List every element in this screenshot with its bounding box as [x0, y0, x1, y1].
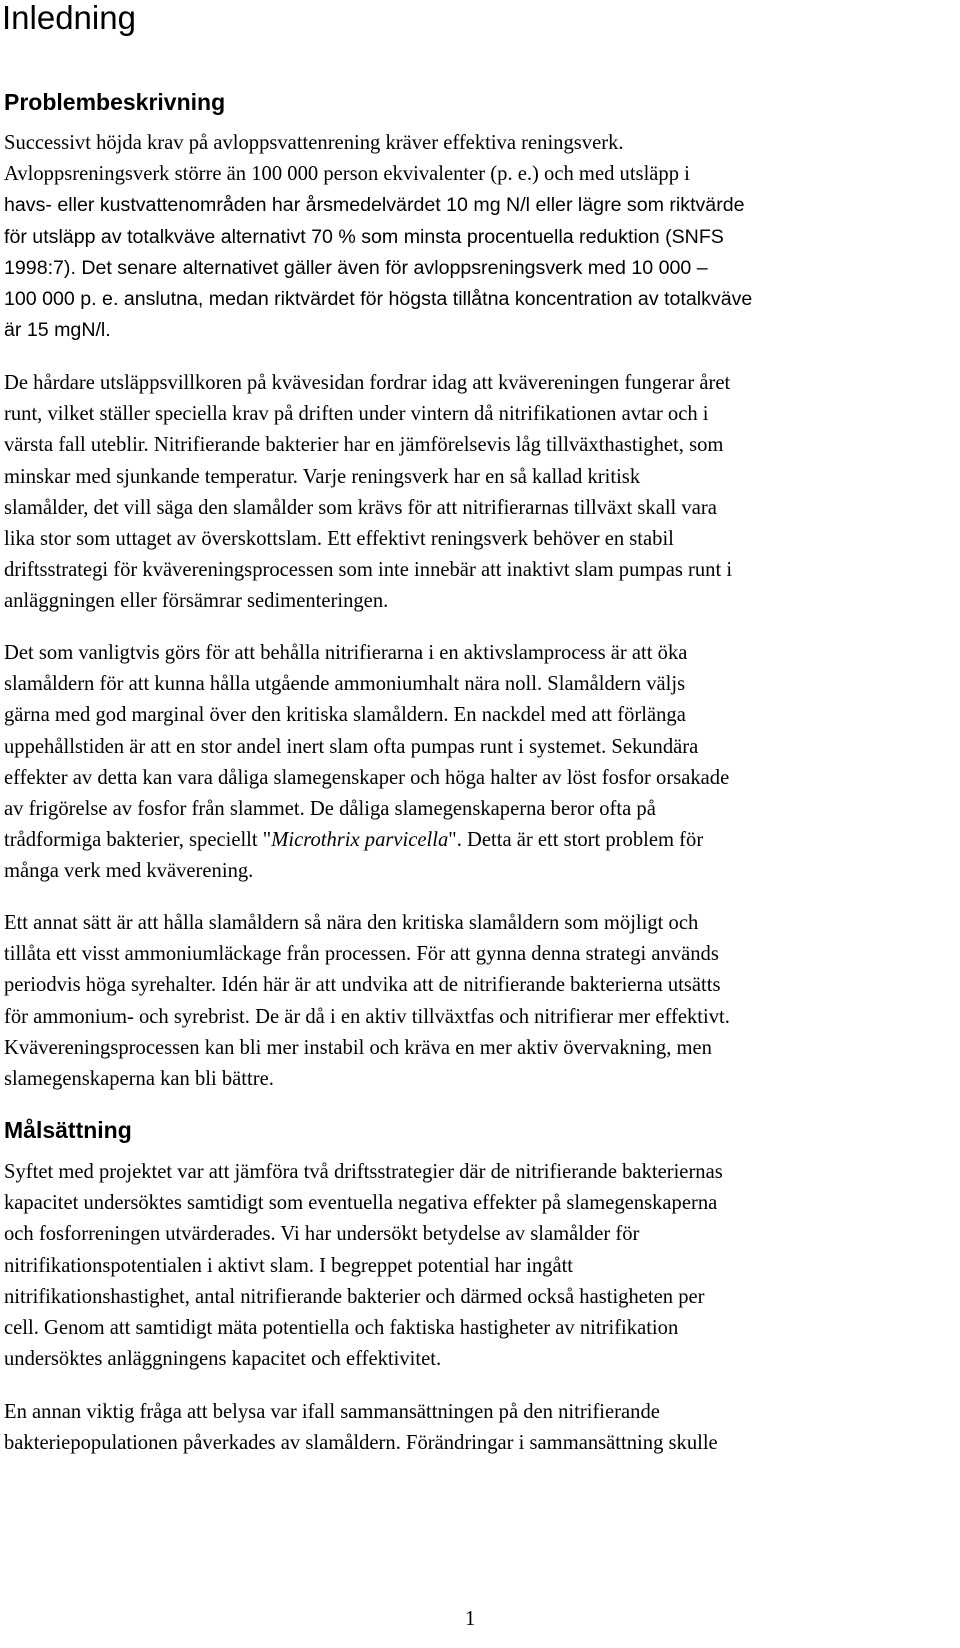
text-line: minskar med sjunkande temperatur. Varje reningsverk har en så kallad kritisk: [4, 465, 641, 488]
paragraph-1: [4, 128, 954, 346]
section-heading-malsattning: Målsättning: [4, 1117, 132, 1143]
paragraph-6: [4, 1397, 954, 1459]
text-line: kapacitet undersöktes samtidigt som eventuella negativa effekter på slamegenskaperna: [4, 1192, 718, 1215]
section-heading-problembeskrivning: Problembeskrivning: [4, 89, 226, 115]
text-line: värsta fall uteblir. Nitrifierande bakterier har en jämförelsevis låg tillväxthastighet, som: [4, 434, 724, 457]
text-line: [4, 825, 954, 856]
text-line: nitrifikationshastighet, antal nitrifierande bakterier och därmed också hastigheten per: [4, 1285, 705, 1308]
text-line: De hårdare utsläppsvillkoren på kvävesidan fordrar idag att kvävereningen fungerar året: [4, 372, 731, 394]
page-number: 1: [465, 1608, 476, 1630]
text-line: uppehållstiden är att en stor andel inert slam ofta pumpas runt i systemet. Sekundära: [4, 735, 699, 758]
text-line: En annan viktig fråga att belysa var ifall sammansättningen på den nitrifierande: [4, 1401, 660, 1423]
text-line: slamegenskaperna kan bli bättre.: [4, 1068, 274, 1091]
text-line: anläggningen eller försämrar sedimenteringen.: [4, 590, 389, 613]
text-line: bakteriepopulationen påverkades av slamåldern. Förändringar i sammansättning skulle: [4, 1432, 718, 1455]
text-fragment: ". Detta är ett stort problem för: [448, 829, 704, 852]
text-line: Ett annat sätt är att hålla slamåldern så nära den kritiska slamåldern som möjligt och: [4, 912, 699, 934]
text-line: runt, vilket ställer speciella krav på driften under vintern då nitrifikationen avtar och i: [4, 403, 709, 426]
paragraph-3: [4, 638, 954, 888]
paragraph-5: [4, 1157, 954, 1375]
text-line: är 15 mgN/l.: [4, 319, 111, 342]
text-line: 1998:7). Det senare alternativet gäller även för avloppsreningsverk med 10 000 –: [4, 256, 708, 279]
text-line: tillåta ett visst ammoniumläckage från processen. För att gynna denna strategi används: [4, 943, 719, 966]
text-line: nitrifikationspotentialen i aktivt slam. I begreppet potential har ingått: [4, 1254, 574, 1277]
text-line: gärna med god marginal över den kritiska slamåldern. En nackdel med att förlänga: [4, 704, 686, 727]
text-line: av frigörelse av fosfor från slammet. De dåliga slamegenskaperna beror ofta på: [4, 798, 656, 821]
text-line: periodvis höga syrehalter. Idén här är att undvika att de nitrifierande bakterierna utsätts: [4, 974, 721, 997]
text-line: många verk med kväverening.: [4, 860, 254, 883]
text-line: och fosforreningen utvärderades. Vi har undersökt betydelse av slamålder för: [4, 1223, 640, 1246]
text-line: undersöktes anläggningens kapacitet och effektivitet.: [4, 1348, 442, 1371]
paragraph-2: [4, 368, 954, 618]
text-line: cell. Genom att samtidigt mäta potentiella och faktiska hastigheter av nitrifikation: [4, 1317, 679, 1340]
text-fragment: trådformiga bakterier, speciellt ": [4, 829, 272, 852]
text-line: Successivt höjda krav på avloppsvattenrening kräver effektiva reningsverk.: [4, 132, 624, 154]
page-title: Inledning: [2, 0, 136, 36]
text-line: Syftet med projektet var att jämföra två driftsstrategier där de nitrifierande bakteriernas: [4, 1161, 723, 1183]
text-line: driftsstrategi för kvävereningsprocessen som inte innebär att inaktivt slam pumpas runt i: [4, 559, 733, 582]
text-line: för ammonium- och syrebrist. De är då i en aktiv tillväxtfas och nitrifierar mer effektivt.: [4, 1005, 730, 1028]
text-line: lika stor som uttaget av överskottslam. Ett effektivt reningsverk behöver en stabil: [4, 528, 674, 551]
paragraph-4: [4, 908, 954, 1095]
text-line: slamålder, det vill säga den slamålder som krävs för att nitrifierarnas tillväxt skall vara: [4, 496, 717, 519]
text-line: Avloppsreningsverk större än 100 000 person ekvivalenter (p. e.) och med utsläpp i: [4, 163, 690, 186]
text-line: effekter av detta kan vara dåliga slamegenskaper och höga halter av löst fosfor orsakade: [4, 766, 730, 789]
text-line: Kvävereningsprocessen kan bli mer instabil och kräva en mer aktiv övervakning, men: [4, 1036, 712, 1059]
text-line: havs- eller kustvattenområden har årsmedelvärdet 10 mg N/l eller lägre som riktvärde: [4, 194, 745, 217]
text-line: Det som vanligtvis görs för att behålla nitrifierarna i en aktivslamprocess är att öka: [4, 642, 688, 664]
text-line: slamåldern för att kunna hålla utgående ammoniumhalt nära noll. Slamåldern väljs: [4, 673, 686, 696]
text-line: för utsläpp av totalkväve alternativt 70 % som minsta procentuella reduktion (SNFS: [4, 225, 724, 248]
species-name: Microthrix parvicella: [271, 829, 449, 852]
text-line: 100 000 p. e. anslutna, medan riktvärdet för högsta tillåtna koncentration av totalkväve: [4, 288, 753, 311]
